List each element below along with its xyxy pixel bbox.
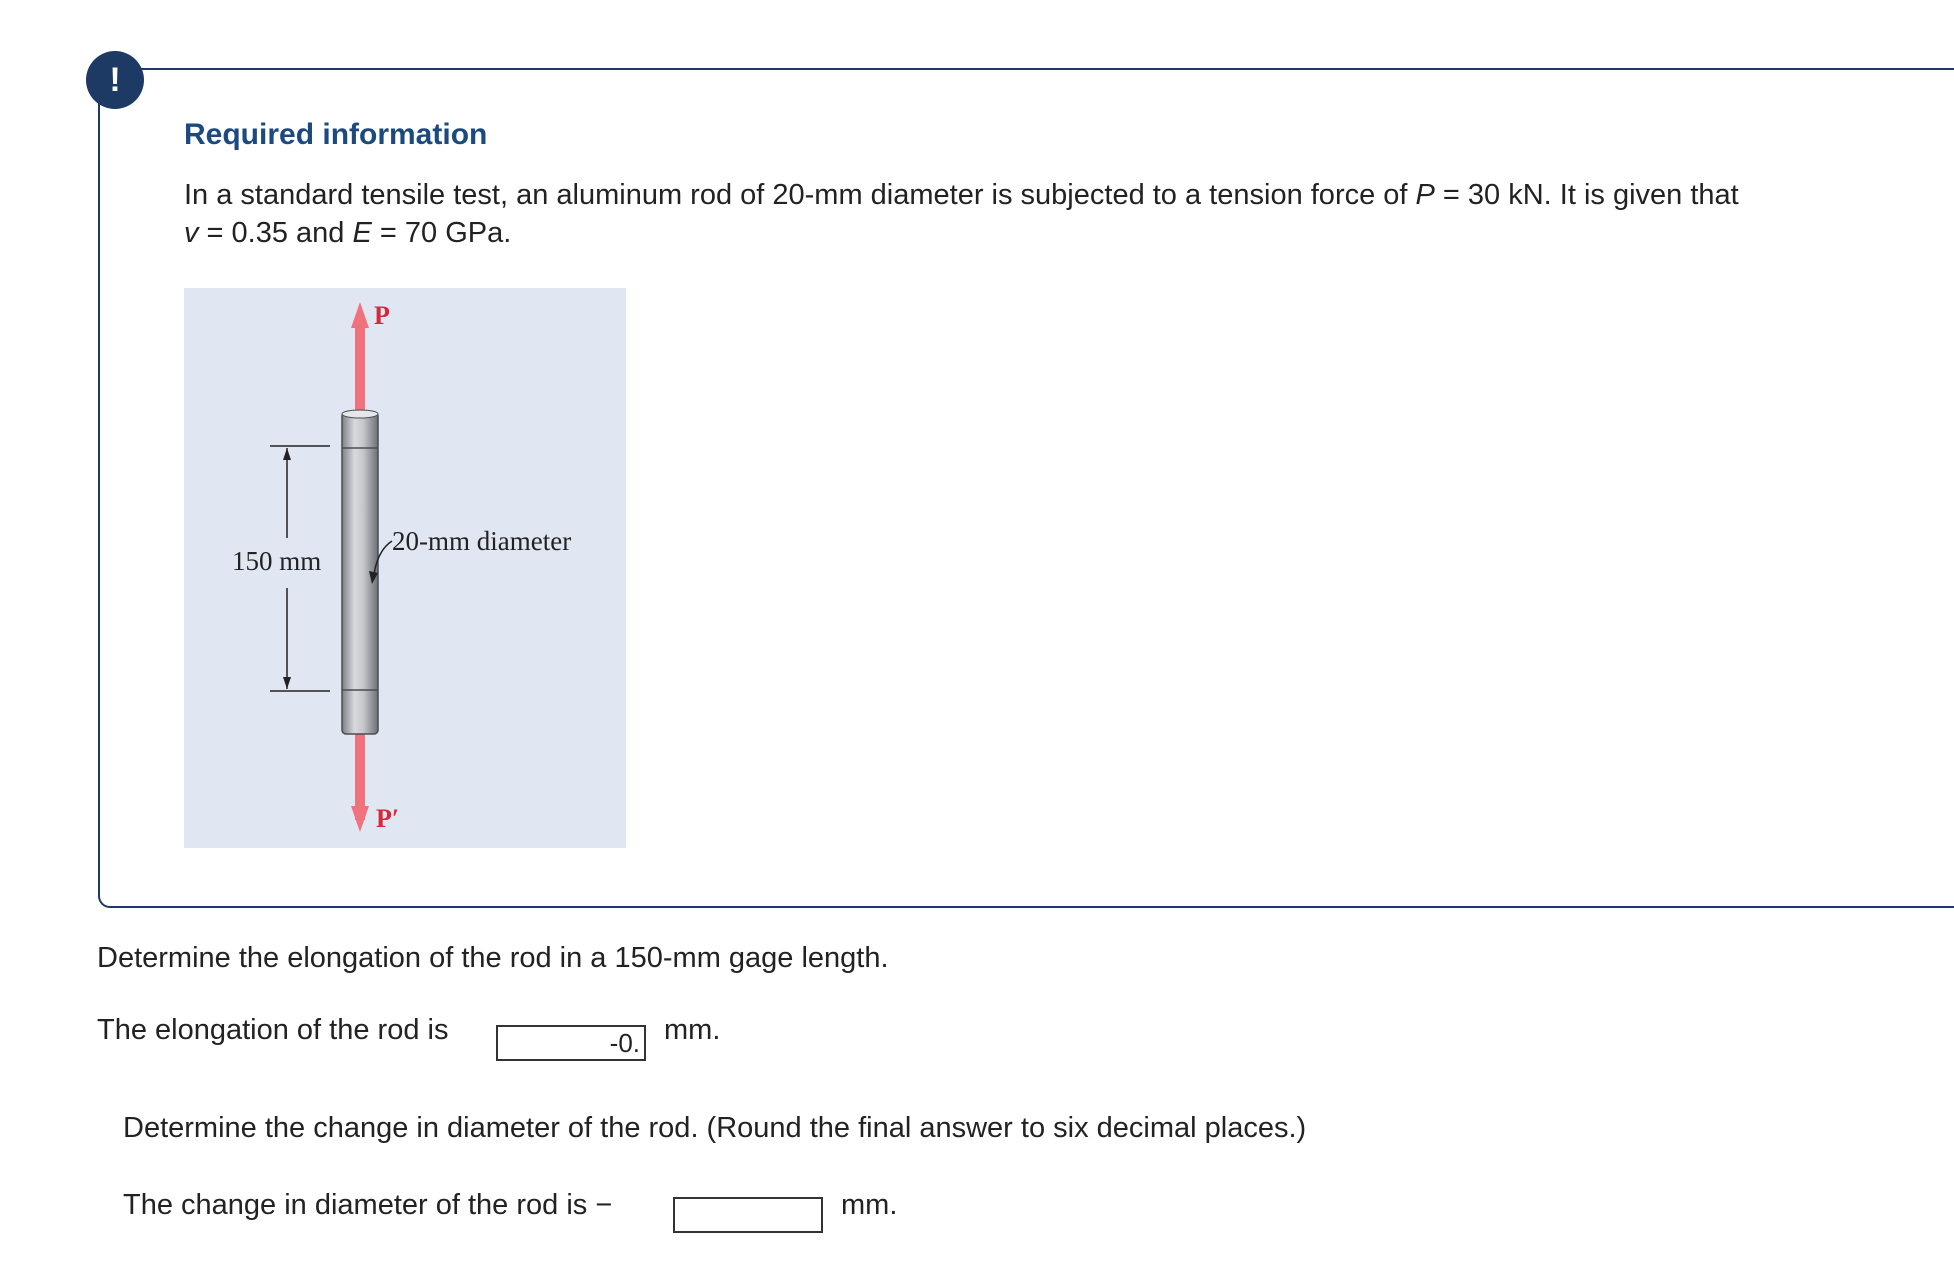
diameter-change-answer-input[interactable] xyxy=(673,1197,823,1233)
question-1-unit: mm. xyxy=(664,1014,721,1046)
required-information-heading: Required information xyxy=(184,118,488,151)
rod-tensile-figure xyxy=(184,288,626,848)
question-2-answer-label: The change in diameter of the rod is − xyxy=(123,1189,613,1221)
question-1-answer-label: The elongation of the rod is xyxy=(97,1014,449,1046)
length-label: 150 mm xyxy=(232,546,322,576)
problem-text-part: = 0.35 and xyxy=(198,217,353,249)
bottom-force-arrow-head xyxy=(351,806,369,832)
rod-diagram xyxy=(184,288,626,848)
top-force-arrow-shaft xyxy=(355,324,365,410)
dimension-arrow-down xyxy=(283,677,291,689)
problem-text-part: = 30 kN. It is given that xyxy=(1434,179,1739,211)
problem-statement xyxy=(184,176,1924,252)
poisson-symbol: v xyxy=(184,217,199,249)
problem-text-part: = 70 GPa. xyxy=(371,217,512,249)
dimension-arrow-up xyxy=(283,448,291,460)
diameter-label: 20-mm diameter xyxy=(392,526,572,556)
modulus-symbol: E xyxy=(352,217,372,249)
force-symbol: P xyxy=(1415,179,1435,211)
question-2-unit: mm. xyxy=(841,1189,898,1221)
problem-text-part: In a standard tensile test, an aluminum rod of 20-mm diameter is subjected to a tension force of xyxy=(184,179,1416,211)
question-2-prompt: Determine the change in diameter of the rod. (Round the final answer to six decimal places.) xyxy=(123,1112,1307,1144)
question-1-prompt: Determine the elongation of the rod in a 150-mm gage length. xyxy=(97,942,889,974)
bottom-force-label: P′ xyxy=(376,804,400,833)
alert-icon: ! xyxy=(86,51,144,109)
top-force-arrow-head xyxy=(351,302,369,328)
elongation-answer-input[interactable] xyxy=(496,1025,646,1061)
top-force-label: P xyxy=(374,301,390,330)
rod-top-cap xyxy=(342,410,378,418)
bottom-force-arrow-shaft xyxy=(355,726,365,820)
